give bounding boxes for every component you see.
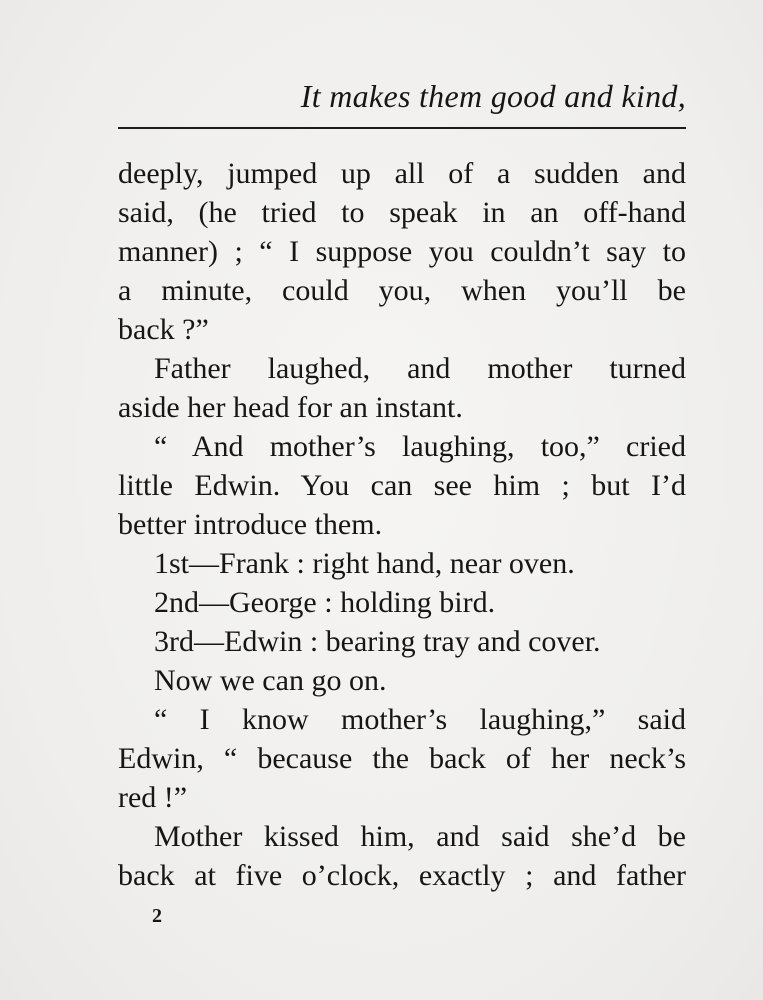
text-line: “ I know mother’s laughing,” said [154,703,686,736]
text-line: little Edwin. You can see him ; but I’d [118,469,686,502]
text-line: Edwin, “ because the back of her neck’s [118,742,686,775]
text-line: deeply, jumped up all of a sudden and [118,157,686,190]
body-text [118,154,686,895]
text-line: 3rd—Edwin : bearing tray and cover. [154,625,601,658]
text-line: back at five o’clock, exactly ; and father [118,859,686,892]
page-number: 2 [152,905,162,927]
text-line: red !” [118,781,188,814]
text-line: said, (he tried to speak in an off-hand [118,196,686,229]
text-line: 1st—Frank : right hand, near oven. [154,547,575,580]
text-line: Now we can go on. [154,664,387,697]
header-rule [118,127,686,129]
text-line: manner) ; “ I suppose you couldn’t say to [118,235,686,268]
text-line: Mother kissed him, and said she’d be [154,820,686,853]
text-line: a minute, could you, when you’ll be [118,274,686,307]
text-line: 2nd—George : holding bird. [154,586,496,619]
running-head: It makes them good and kind, [300,78,686,114]
text-line: back ?” [118,313,209,346]
text-line: Father laughed, and mother turned [154,352,686,385]
text-line: aside her head for an instant. [118,391,463,424]
text-line: better introduce them. [118,508,383,541]
text-line: “ And mother’s laughing, too,” cried [154,430,686,463]
